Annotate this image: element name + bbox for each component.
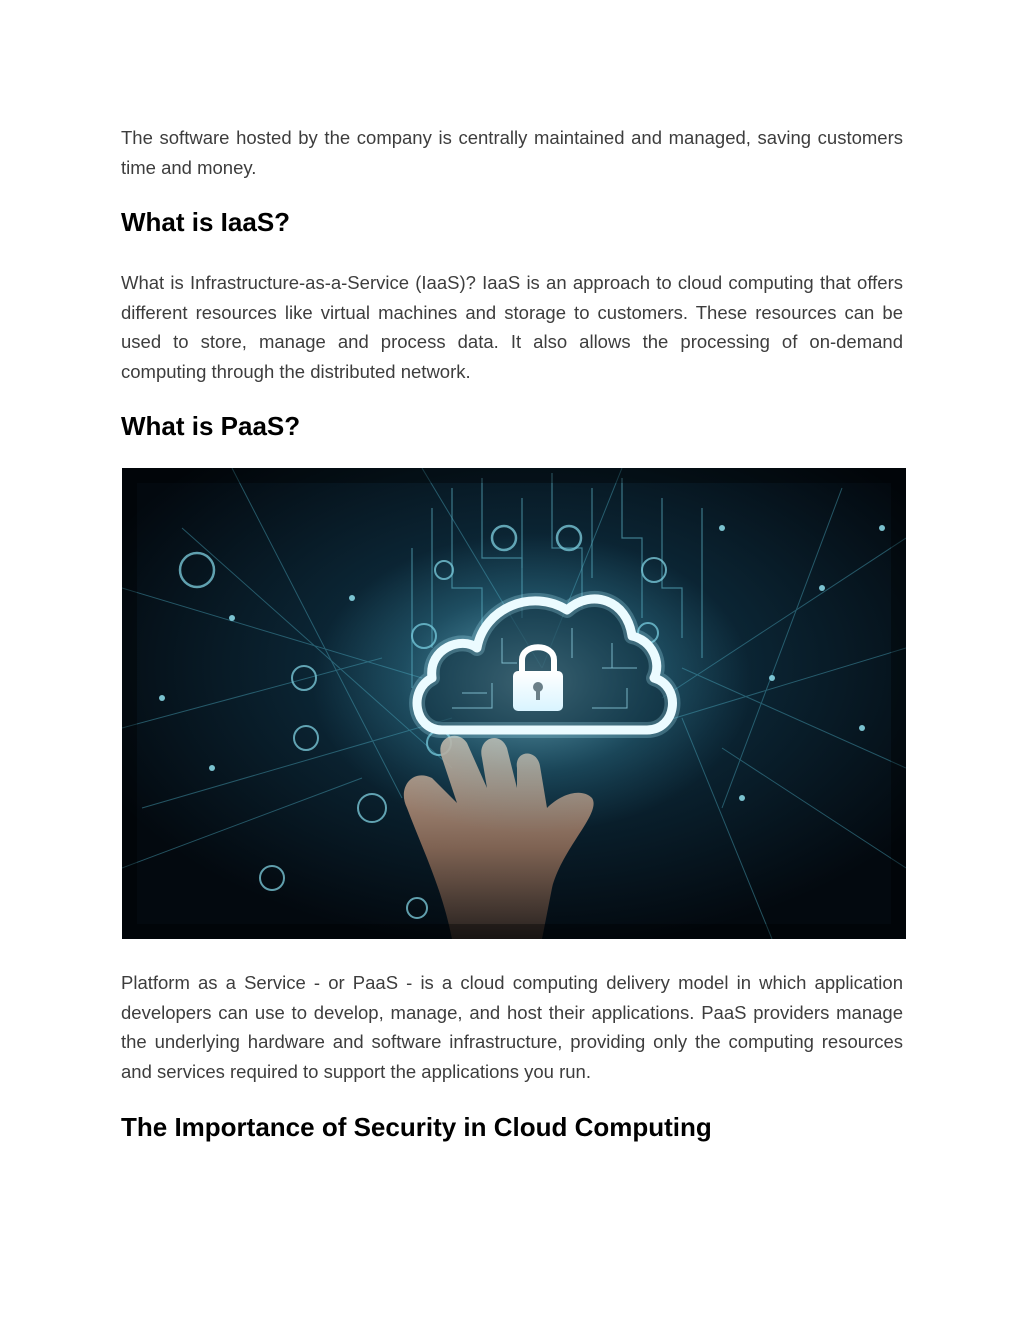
cloud-lock-illustration: [122, 468, 906, 939]
security-heading: The Importance of Security in Cloud Computing: [121, 1112, 712, 1142]
iaas-heading: What is IaaS?: [121, 207, 291, 237]
paas-heading: What is PaaS?: [121, 411, 301, 441]
iaas-paragraph: What is Infrastructure-as-a-Service (IaaS)? IaaS is an approach to cloud computing that offers different resources like virtual machines and storage to customers. These resources can be used to store, manage and process data. It also allows the processing of on-demand computing through the distributed network.: [121, 272, 903, 382]
cloud-security-image: [122, 468, 906, 939]
saas-paragraph-end: The software hosted by the company is centrally maintained and managed, saving customers time and money.: [121, 127, 903, 178]
paas-paragraph: Platform as a Service - or PaaS - is a cloud computing delivery model in which application developers can use to develop, manage, and host their applications. PaaS providers manage the underlying hardware and software infrastructure, providing only the computing resources and services required to support the applications you run.: [121, 972, 903, 1082]
